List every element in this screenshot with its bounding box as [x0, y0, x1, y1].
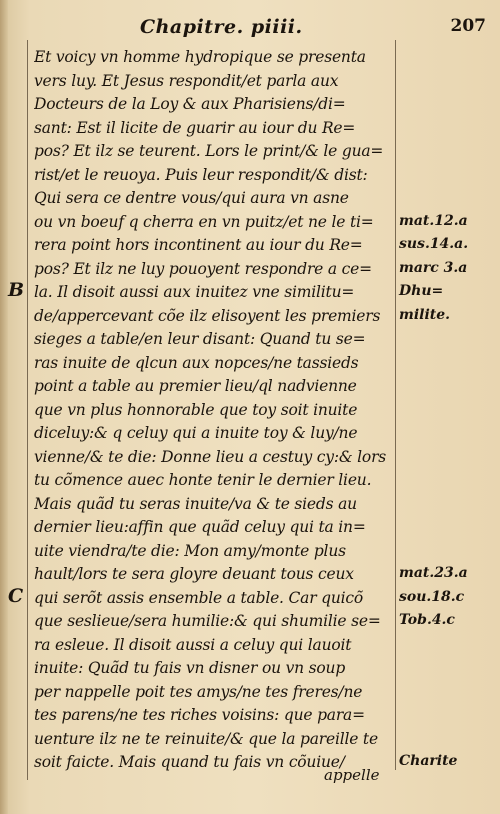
text-line: per nappelle poit tes amys/ne tes freres/ne	[34, 682, 363, 701]
margin-reference-note: Tob.4.c	[399, 612, 455, 628]
margin-reference-note: mat.12.a	[399, 212, 468, 229]
text-line: la. Il disoit aussi aux inuitez vne similitu=	[34, 283, 355, 301]
text-line: rera point hors incontinent au iour du Re=	[34, 236, 363, 254]
text-line: uite viendra/te die: Mon amy/monte plus	[34, 541, 346, 560]
text-line: uenture ilz ne te reinuite/& que la pareille te	[34, 729, 378, 748]
running-header: Chapitre. piiii.	[140, 16, 303, 38]
text-line: point a table au premier lieu/ql nadvienne	[34, 377, 357, 395]
text-line: inuite: Quãd tu fais vn disner ou vn soup	[34, 659, 346, 677]
margin-reference-note: marc 3.a	[399, 259, 468, 276]
text-line: diceluy:& q celuy qui a inuite toy & luy/ne	[34, 424, 358, 442]
text-line: Et voicy vn homme hydropique se presenta	[34, 48, 366, 66]
text-line: dernier lieu:affin que quãd celuy qui ta in=	[34, 518, 366, 536]
margin-reference-note: mat.23.a	[399, 565, 468, 581]
text-line: qui serõt assis ensemble a table. Car quicõ	[34, 588, 364, 607]
margin-section-letter: C	[8, 584, 24, 607]
margin-reference-note: sus.14.a.	[399, 236, 469, 252]
margin-reference-note: sou.18.c	[399, 588, 465, 605]
text-line: de/appercevant cõe ilz elisoyent les premiers	[34, 306, 381, 325]
text-line: ou vn boeuf q cherra en vn puitz/et ne le ti=	[34, 212, 374, 231]
text-line: rist/et le reuoya. Puis leur respondit/& dist:	[34, 165, 368, 184]
text-line: vienne/& te die: Donne lieu a cestuy cy:& lors	[34, 447, 387, 466]
text-line: ras inuite de qlcun aux nopces/ne tassieds	[34, 353, 359, 372]
margin-section-letter: B	[8, 279, 25, 301]
text-line: soit faicte. Mais quand tu fais vn cõuiue/	[34, 753, 345, 771]
text-line: que seslieue/sera humilie:& qui shumilie se=	[34, 612, 381, 630]
text-line: tu cõmence auec honte tenir le dernier lieu.	[34, 471, 372, 489]
text-line: hault/lors te sera gloyre deuant tous ceux	[34, 565, 354, 583]
right-margin-rule	[395, 40, 396, 770]
text-line: sant: Est il licite de guarir au iour du Re=	[34, 118, 356, 137]
margin-reference-note: Charite	[399, 753, 458, 769]
page-number: 207	[450, 16, 486, 36]
margin-reference-note: milite.	[399, 306, 451, 323]
text-line: vers luy. Et Jesus respondit/et parla aux	[34, 71, 339, 90]
text-line: Qui sera ce dentre vous/qui aura vn asne	[34, 189, 349, 207]
text-line: pos? Et ilz se teurent. Lors le print/& le gua=	[34, 142, 384, 160]
margin-reference-note: Dhu=	[399, 283, 444, 299]
text-line: tes parens/ne tes riches voisins: que para=	[34, 706, 365, 724]
text-line: que vn plus honnorable que toy soit inuite	[34, 400, 358, 419]
body-text-column	[34, 46, 394, 775]
text-line: sieges a table/en leur disant: Quand tu se=	[34, 330, 366, 348]
catchword: appelle	[324, 766, 380, 784]
text-line: ra esleue. Il disoit aussi a celuy qui lauoit	[34, 635, 352, 654]
text-line: Mais quãd tu seras inuite/va & te sieds au	[34, 494, 357, 513]
text-line: pos? Et ilz ne luy pouoyent respondre a ce=	[34, 259, 372, 278]
text-line: Docteurs de la Loy & aux Pharisiens/di=	[34, 95, 346, 113]
left-margin-rule	[27, 40, 28, 780]
page-gutter	[0, 0, 8, 814]
